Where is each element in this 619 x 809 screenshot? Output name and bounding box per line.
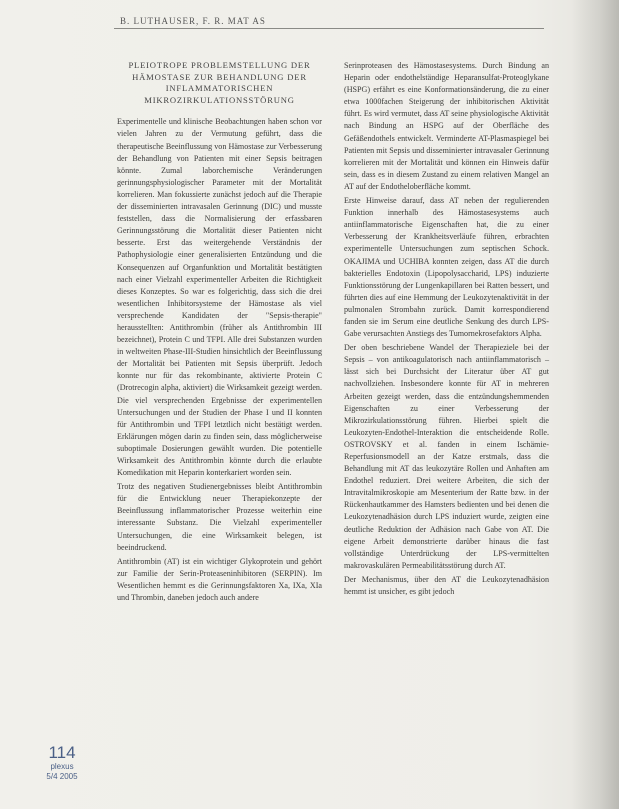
issue-label: 5/4 2005	[46, 772, 78, 781]
right-paragraph-3: Der oben beschriebene Wandel der Therapieziele bei der Sepsis – von antikoagulatorisch nach antiinflammatorisch – lässt sich bei Durchsicht der Literatur über AT gut nachvollziehen. Insbesondere konnte für AT in mehreren Arbeiten gezeigt werden, dass die entzündungshemmenden Eigenschaften zu einer Verbesserung der Mikrozirkulationsstörung führen. Hierbei spielt die Leukozyten-Endothel-Interaktion die entscheidende Rolle. OSTROVSKY et al. fanden in einem Ischämie-Reperfusionsmodell an der Katze erstmals, dass die Behandlung mit AT das leukozytäre Rollen und Anhaften am Endothel reduziert. Drei weitere Arbeiten, die sich der Intravitalmikroskopie am Mesenterium der Ratte bzw. in der Rückenhautkammer des Hamsters bedienten und bei denen die Leukozytenadhäsion durch LPS induziert wurde, zeigten eine deutliche Reduktion der Adhäsion nach Gabe von AT. Die eigene Arbeit demonstrierte darüber hinaus die fast vollständige Unterdrückung der LPS-vermittelten makrovaskulären Permeabilitätsstörung durch AT.	[344, 343, 549, 570]
article-heading: PLEIOTROPE PROBLEMSTELLUNG DER HÄMOSTASE ZUR BEHANDLUNG DER INFLAMMATORISCHEN MIKROZIRKULATIONSSTÖRUNG	[128, 60, 311, 105]
header-rule	[114, 28, 544, 29]
page-footer	[32, 744, 92, 782]
right-paragraph-4: Der Mechanismus, über den AT die Leukozytenadhäsion hemmt ist unsicher, es gibt jedoch	[344, 574, 549, 597]
right-column	[344, 60, 549, 600]
running-head: B. LUTHAUSER, F. R. MAT AS	[120, 16, 266, 26]
right-paragraph-1: Serinproteasen des Hämostasesystems. Durch Bindung an Heparin oder endothelständige Heparansulfat-Proteoglykane (HSPG) erfährt es eine Konformationsänderung, die zu einer etwa 1000fachen Steigerung der inhibitorischen Aktivität führt. Es wird vermutet, dass AT seine physiologische Aktivität nach Bindung an HSPG auf der Oberfläche des Gefäßendothels entwickelt. Verminderte AT-Plasmaspiegel bei Patienten mit Sepsis und disseminierter intravasaler Gerinnung korrelieren mit der Mortalität und können ein Hinweis dafür sein, dass es in diesem Zustand zu einem relativen Mangel an AT auf der Endotheloberfläche kommt.	[344, 61, 549, 191]
left-paragraph-1: Experimentelle und klinische Beobachtungen haben schon vor vielen Jahren zu der Vermutung geführt, dass die therapeutische Beeinflussung von Hämostase zur Verbesserung der Behandlung von Patienten mit einer Sepsis beitragen könnte. Zumal laborchemische Veränderungen gerinnungsphysiologischer Parameter mit der Mortalität korrelieren. Man fokussierte zunächst jedoch auf die Therapie der disseminierten intravasalen Gerinnung (DIC) und musste feststellen, dass die Normalisierung der erfassbaren Gerinnungsstörung die Mortalität dieser Patienten nicht besserte. Erst das weitergehende Verständnis der Pathophysiologie einer generalisierten Entzündung und die Konsequenzen auf Organfunktion und Mortalität bestätigten nach einer Vielzahl experimenteller Arbeiten die Richtigkeit dieses Konzeptes. So war es folgerichtig, dass sich die drei wesentlichen Inhibitorsysteme der Hämostase als viel versprechende Kandidaten der "Sepsis-therapie" herausstellten: Antithrombin (früher als Antithrombin III bezeichnet), Protein C und TFPI. Alle drei Substanzen wurden in weltweiten Phase-III-Studien hinsichtlich der Beeinflussung der Mortalität bei Patienten mit Sepsis überprüft. Jedoch konnte nur für das rekombinante, aktivierte Protein C (Drotrecogin alpha, aktiviert) die Wirksamkeit gezeigt werden. Die viel versprechenden Ergebnisse der experimentellen Untersuchungen und der Studien der Phase I und II konnten für Antithrombin und TFPI letztlich nicht bestätigt werden. Erklärungen mögen darin zu finden sein, dass möglicherweise suboptimale Dosierungen gewählt wurden. Die potentielle Wirksamkeit des Antithrombin könnte durch die erlaubte Komedikation mit Heparin konterkariert worden sein.	[117, 117, 322, 478]
page-number: 114	[48, 743, 76, 762]
right-paragraph-2: Erste Hinweise darauf, dass AT neben der regulierenden Funktion innerhalb des Hämostasesystems auch antiinflammatorische Eigenschaften hat, die zu einer Verbesserung der Krankheitsverläufe führen, erbrachten experimentelle Untersuchungen zum septischen Schock. OKAJIMA und UCHIBA konnten zeigen, dass AT die durch bakterielles Endotoxin (Lipopolysaccharid, LPS) induzierte Funktionsstörung der Lungenkapillaren bei Ratten bessert, und führten dies auf eine Hemmung der Leukozytenaktivität in der pulmonalen Strombahn zurück. Damit korrespondierend fanden sie im Serum eine deutliche Senkung des durch LPS-Gabe verursachten Anstiegs des Tumornekrosefaktors Alpha.	[344, 196, 549, 339]
left-paragraph-3: Antithrombin (AT) ist ein wichtiger Glykoprotein und gehört zur Familie der Serin-Proteaseninhibitoren (SERPIN). Im Wesentlichen hemmt es die Gerinnungsfaktoren Xa, IXa, XIa und Thrombin, daneben jedoch auch andere	[117, 556, 322, 603]
page-binding-shadow	[571, 0, 619, 809]
left-paragraph-2: Trotz des negativen Studienergebnisses bleibt Antithrombin für die Entwicklung neuer Therapiekonzepte der Beeinflussung inflammatorischer Prozesse weiterhin eine interessante Substanz. Die Vielzahl experimenteller Untersuchungen, die eine Wirksamkeit belegen, ist beeindruckend.	[117, 482, 322, 552]
left-column	[117, 60, 322, 606]
journal-name: plexus	[50, 762, 74, 771]
